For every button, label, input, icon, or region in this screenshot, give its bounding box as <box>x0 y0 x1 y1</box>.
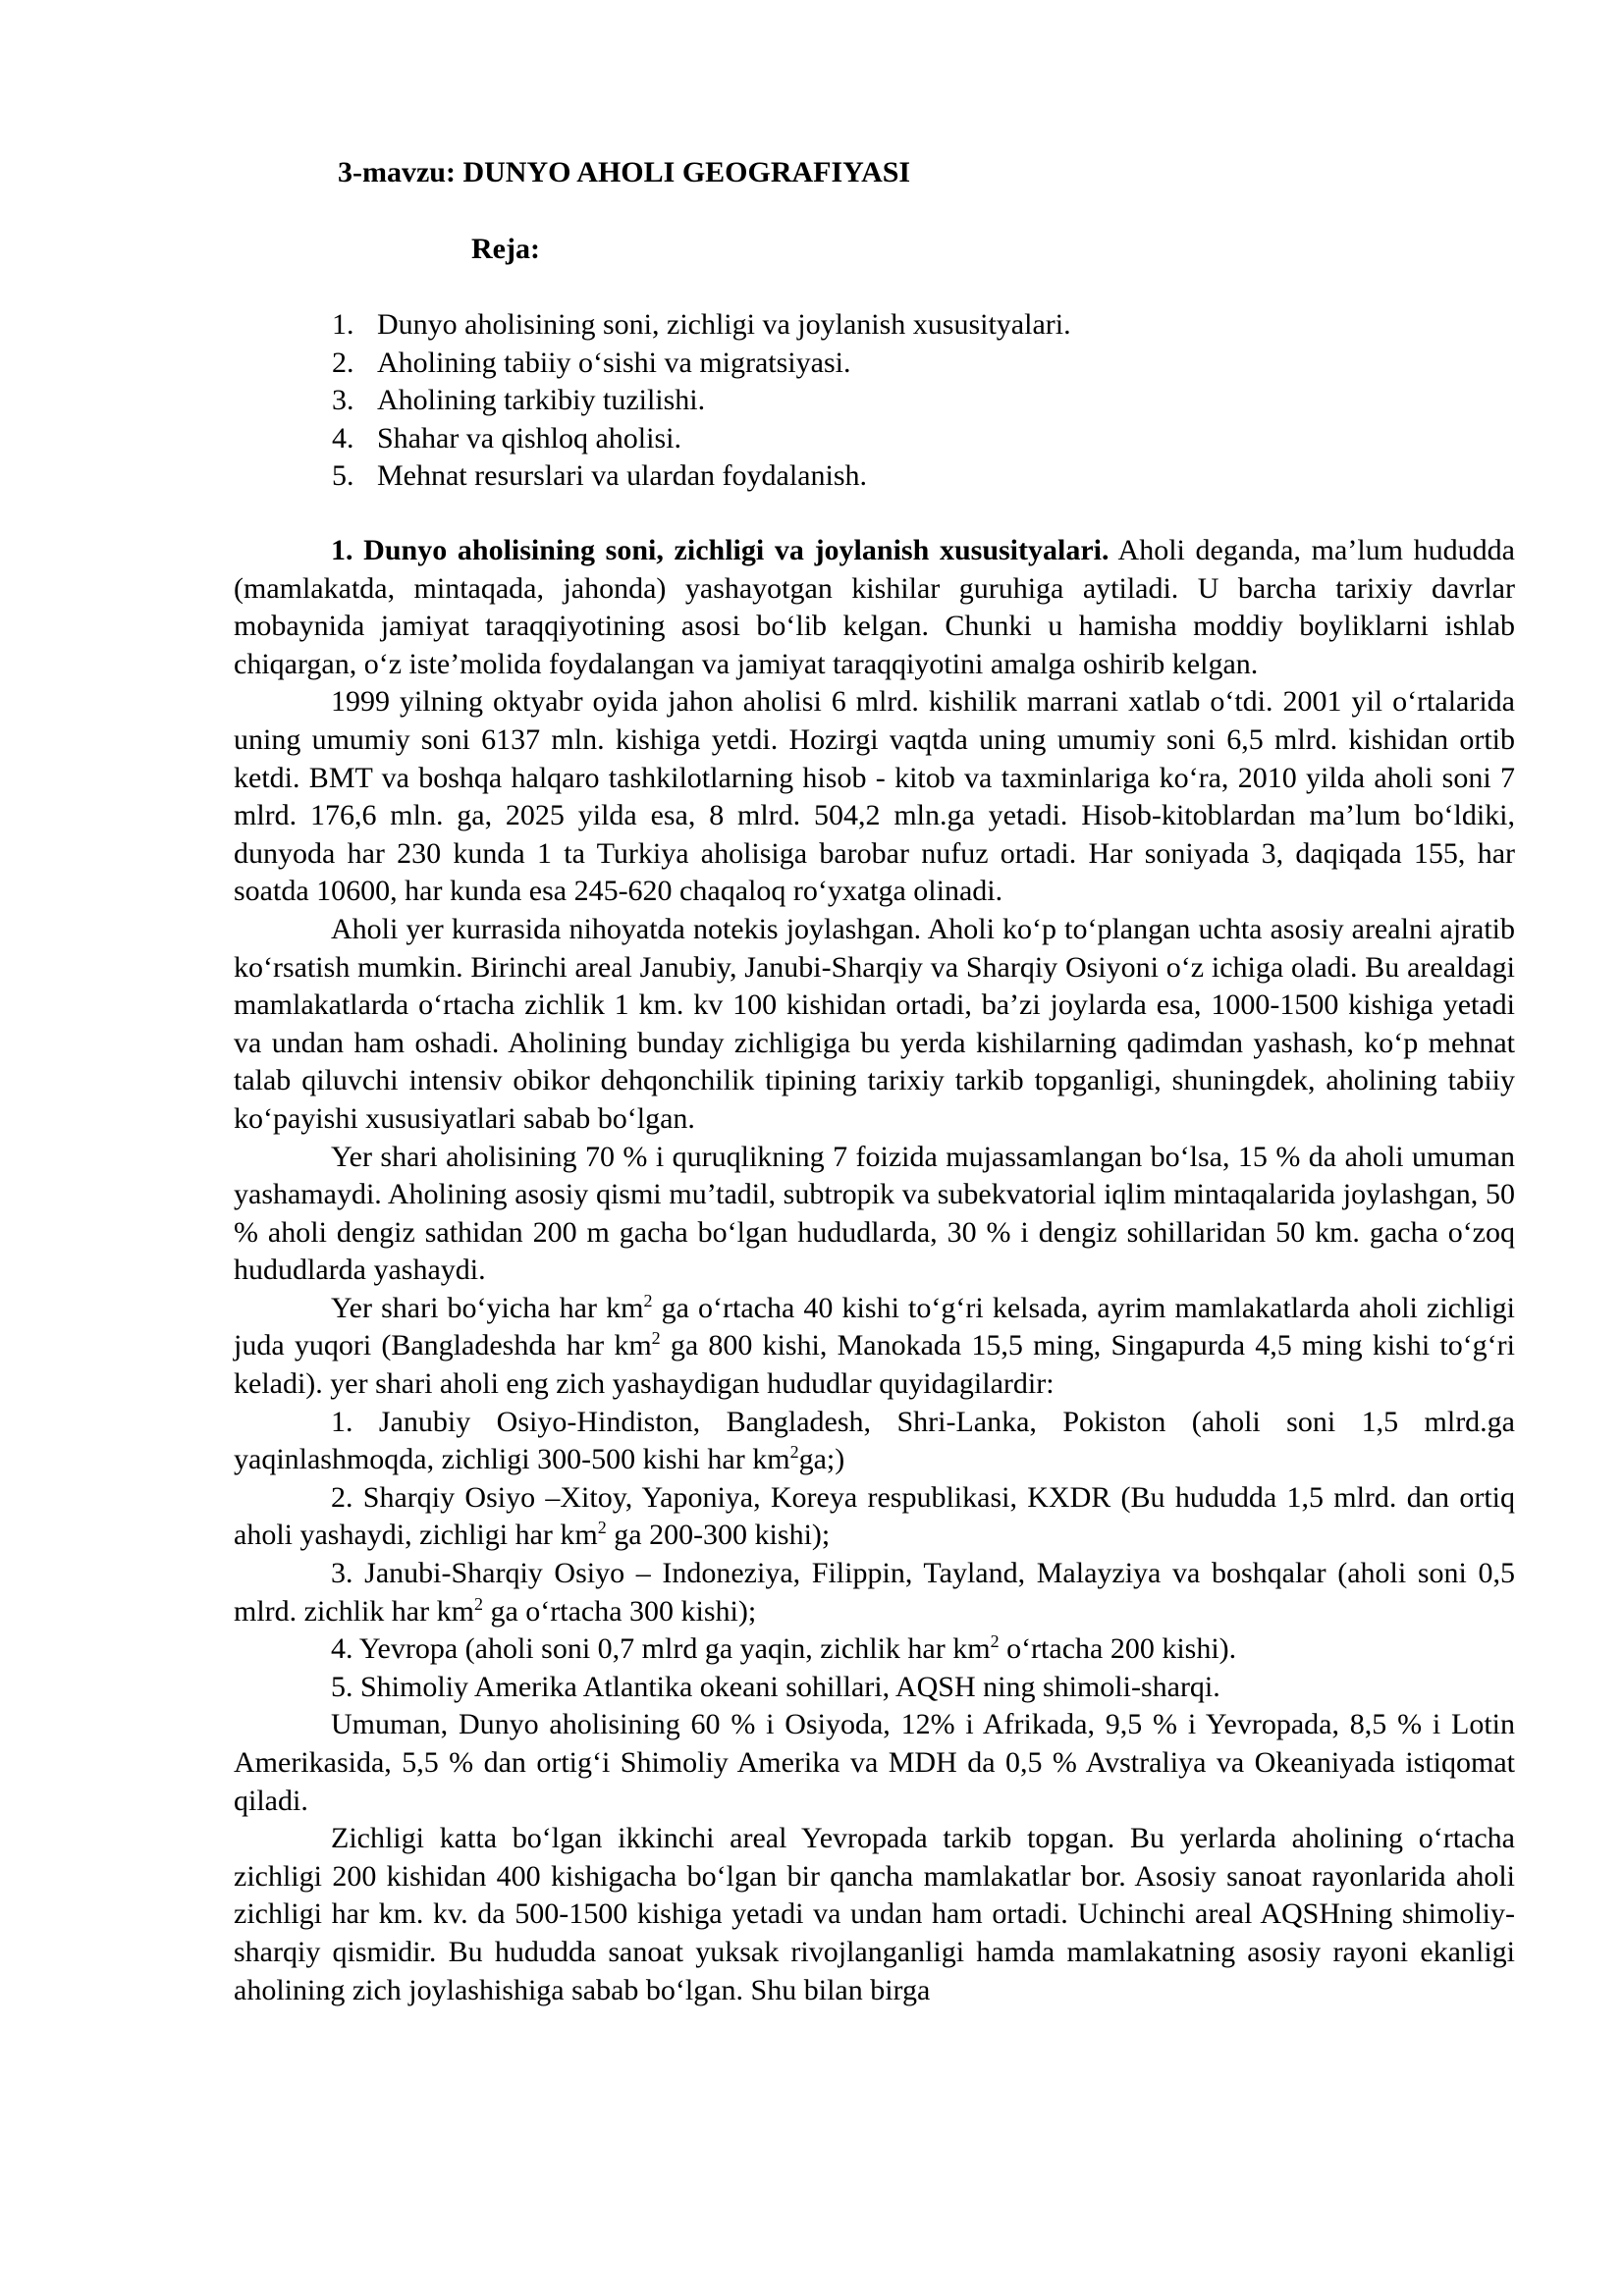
density-text-part: ga 800 kishi, Manokada 15,5 ming, Singapurda 4,5 ming kishi to‘g‘ri keladi). yer shari aholi eng zich yashaydigan hududlar quyidagilardir: <box>234 1329 1516 1401</box>
superscript-2: 2 <box>597 1518 607 1538</box>
superscript-2: 2 <box>643 1290 653 1310</box>
plan-item-text: Shahar va qishloq aholisi. <box>377 421 681 454</box>
superscript-2: 2 <box>789 1442 799 1463</box>
population-paragraph: 1999 yilning oktyabr oyida jahon aholisi 6 mlrd. kishilik marrani xatlab o‘tdi. 2001 yil o‘rtalarida uning umumiy soni 6137 mln. kishiga yetdi. Hozirgi vaqtda uning umumiy soni 6,5 mlrd. kishidan ortib ketdi. BMT va boshqa halqaro tashkilotlarning hisob - kitob va taxminlariga ko‘ra, 2010 yilda aholi soni 7 mlrd. 176,6 mln. ga, 2025 yilda esa, 8 mlrd. 504,2 mln.ga yetadi. Hisob-kitoblardan ma’lum bo‘ldiki, dunyoda har 230 kunda 1 ta Turkiya aholisiga barobar nufuz ortadi. Har soniyada 3, daqiqada 155, har soatda 10600, har kunda esa 245-620 chaqaloq ro‘yxatga olinadi. <box>234 685 1515 908</box>
land-share-paragraph: Yer shari aholisining 70 % i quruqlikning 7 foizida mujassamlangan bo‘lsa, 15 % da aholi umuman yashamaydi. Aholining asosiy qismi mu’tadil, subtropik va subekvatorial iqlim mintaqalarida joylashgan, 50 % aholi dengiz sathidan 200 m gacha bo‘lgan hududlarda, 30 % i dengiz sohillaridan 50 km. gacha o‘zoq hududlarda yashaydi. <box>234 1140 1515 1287</box>
dense-region-text: o‘rtacha 200 kishi). <box>999 1632 1237 1666</box>
dense-region-item: 5. Shimoliy Amerika Atlantika okeani sohillari, AQSH ning shimoli-sharqi. <box>331 1670 1220 1703</box>
plan-item <box>332 345 1071 383</box>
dense-region-text: 4. Yevropa (aholi soni 0,7 mlrd ga yaqin, zichlik har km <box>331 1632 991 1666</box>
dense-region-item <box>234 1479 1515 1555</box>
density-text-part: ga o‘rtacha 40 kishi to‘g‘ri kelsada, ayrim mamlakatlarda aholi zichligi juda yuqori (Bangladeshda har km <box>234 1291 1515 1362</box>
dense-region-text: 3. Janubi-Sharqiy Osiyo – Indoneziya, Filippin, Tayland, Malayziya va boshqalar (aholi soni 0,5 mlrd. zichlik har km <box>234 1557 1515 1628</box>
dense-region-item <box>234 1630 1515 1669</box>
plan-item-text: Aholining tarkibiy tuzilishi. <box>377 384 706 416</box>
plan-item-text: Aholining tabiiy o‘sishi va migratsiyasi. <box>377 346 851 379</box>
plan-item <box>332 420 1071 458</box>
dense-region-item <box>234 1555 1515 1630</box>
population-share-paragraph: Umuman, Dunyo aholisining 60 % i Osiyoda, 12% i Afrikada, 9,5 % i Yevropada, 8,5 % i Lotin Amerikasida, 5,5 % dan ortig‘i Shimoliy Amerika va MDH da 0,5 % Avstraliya va Okeaniyada istiqomat qiladi. <box>234 1708 1515 1817</box>
plan-item <box>332 306 1071 345</box>
distribution-paragraph: Aholi yer kurrasida nihoyatda notekis joylashgan. Aholi ko‘p to‘plangan uchta asosiy arealni ajratib ko‘rsatish mumkin. Birinchi areal Janubiy, Janubi-Sharqiy va Sharqiy Osiyoni o‘z ichiga oladi. Bu arealdagi mamlakatlarda o‘rtacha zichlik 1 km. kv 100 kishidan ortadi, ba’zi joylarda esa, 1000-1500 kishiga yetadi va undan ham oshadi. Aholining bunday zichligiga bu yerda kishilarning qadimdan yashash, ko‘p mehnat talab qiluvchi intensiv obikor dehqonchilik tipining tarixiy tarkib topganligi, shuningdek, aholining tabiiy ko‘payishi xususiyatlari sabab bo‘lgan. <box>234 912 1515 1135</box>
document-body <box>234 532 1515 2009</box>
superscript-2: 2 <box>473 1593 483 1614</box>
page-title: 3-mavzu: DUNYO AHOLI GEOGRAFIYASI <box>338 156 911 188</box>
plan-item-number: 3. <box>332 384 354 416</box>
plan-heading: Reja: <box>471 233 540 265</box>
dense-region-text: 2. Sharqiy Osiyo –Xitoy, Yaponiya, Koreya respublikasi, KXDR (Bu hududda 1,5 mlrd. dan ortiq aholi yashaydi, zichligi har km <box>234 1480 1515 1552</box>
plan-item-number: 1. <box>332 308 354 341</box>
dense-region-text: ga 200-300 kishi); <box>606 1519 831 1552</box>
plan-item <box>332 457 1071 496</box>
superscript-2: 2 <box>651 1328 661 1349</box>
density-paragraph <box>234 1290 1515 1404</box>
plan-item-text: Mehnat resurslari va ulardan foydalanish. <box>377 459 867 492</box>
dense-region-text: ga;) <box>798 1443 845 1476</box>
section-1-intro-text: Aholi deganda, ma’lum hududda (mamlakatda, mintaqada, jahonda) yashayotgan kishilar guruhiga aytiladi. U barcha tarixiy davrlar mobaynida jamiyat taraqqiyotining asosi bo‘lib kelgan. Chunki u hamisha moddiy boyliklarni ishlab chiqargan, o‘z iste’molida foydalangan va jamiyat taraqqiyotini amalga oshirib kelgan. <box>234 534 1515 680</box>
section-1-intro-paragraph <box>234 532 1515 683</box>
plan-item <box>332 382 1071 420</box>
superscript-2: 2 <box>990 1631 1000 1652</box>
dense-region-item <box>234 1404 1515 1479</box>
plan-item-number: 2. <box>332 346 354 379</box>
density-text-part: Yer shari bo‘yicha har km <box>331 1291 644 1324</box>
plan-item-number: 4. <box>332 421 354 454</box>
plan-item-number: 5. <box>332 459 354 492</box>
plan-list <box>332 306 1071 496</box>
dense-region-text: 1. Janubiy Osiyo-Hindiston, Bangladesh, Shri-Lanka, Pokiston (aholi soni 1,5 mlrd.ga yaqinlashmoqda, zichligi 300-500 kishi har km <box>234 1405 1515 1476</box>
dense-region-text: ga o‘rtacha 300 kishi); <box>482 1594 757 1628</box>
section-1-heading: 1. Dunyo aholisining soni, zichligi va joylanish xususityalari. <box>331 534 1110 566</box>
plan-item-text: Dunyo aholisining soni, zichligi va joylanish xususityalari. <box>377 308 1071 341</box>
second-area-paragraph: Zichligi katta bo‘lgan ikkinchi areal Yevropada tarkib topgan. Bu yerlarda aholining o‘rtacha zichligi 200 kishidan 400 kishigacha bo‘lgan bir qancha mamlakatlar bor. Asosiy sanoat rayonlarida aholi zichligi har km. kv. da 500-1500 kishiga yetadi va undan ham ortadi. Uchinchi areal AQSHning shimoliy-sharqiy qismidir. Bu hududda sanoat yuksak rivojlanganligi hamda mamlakatning asosiy rayoni ekanligi aholining zich joylashishiga sabab bo‘lgan. Shu bilan birga <box>234 1822 1515 2006</box>
